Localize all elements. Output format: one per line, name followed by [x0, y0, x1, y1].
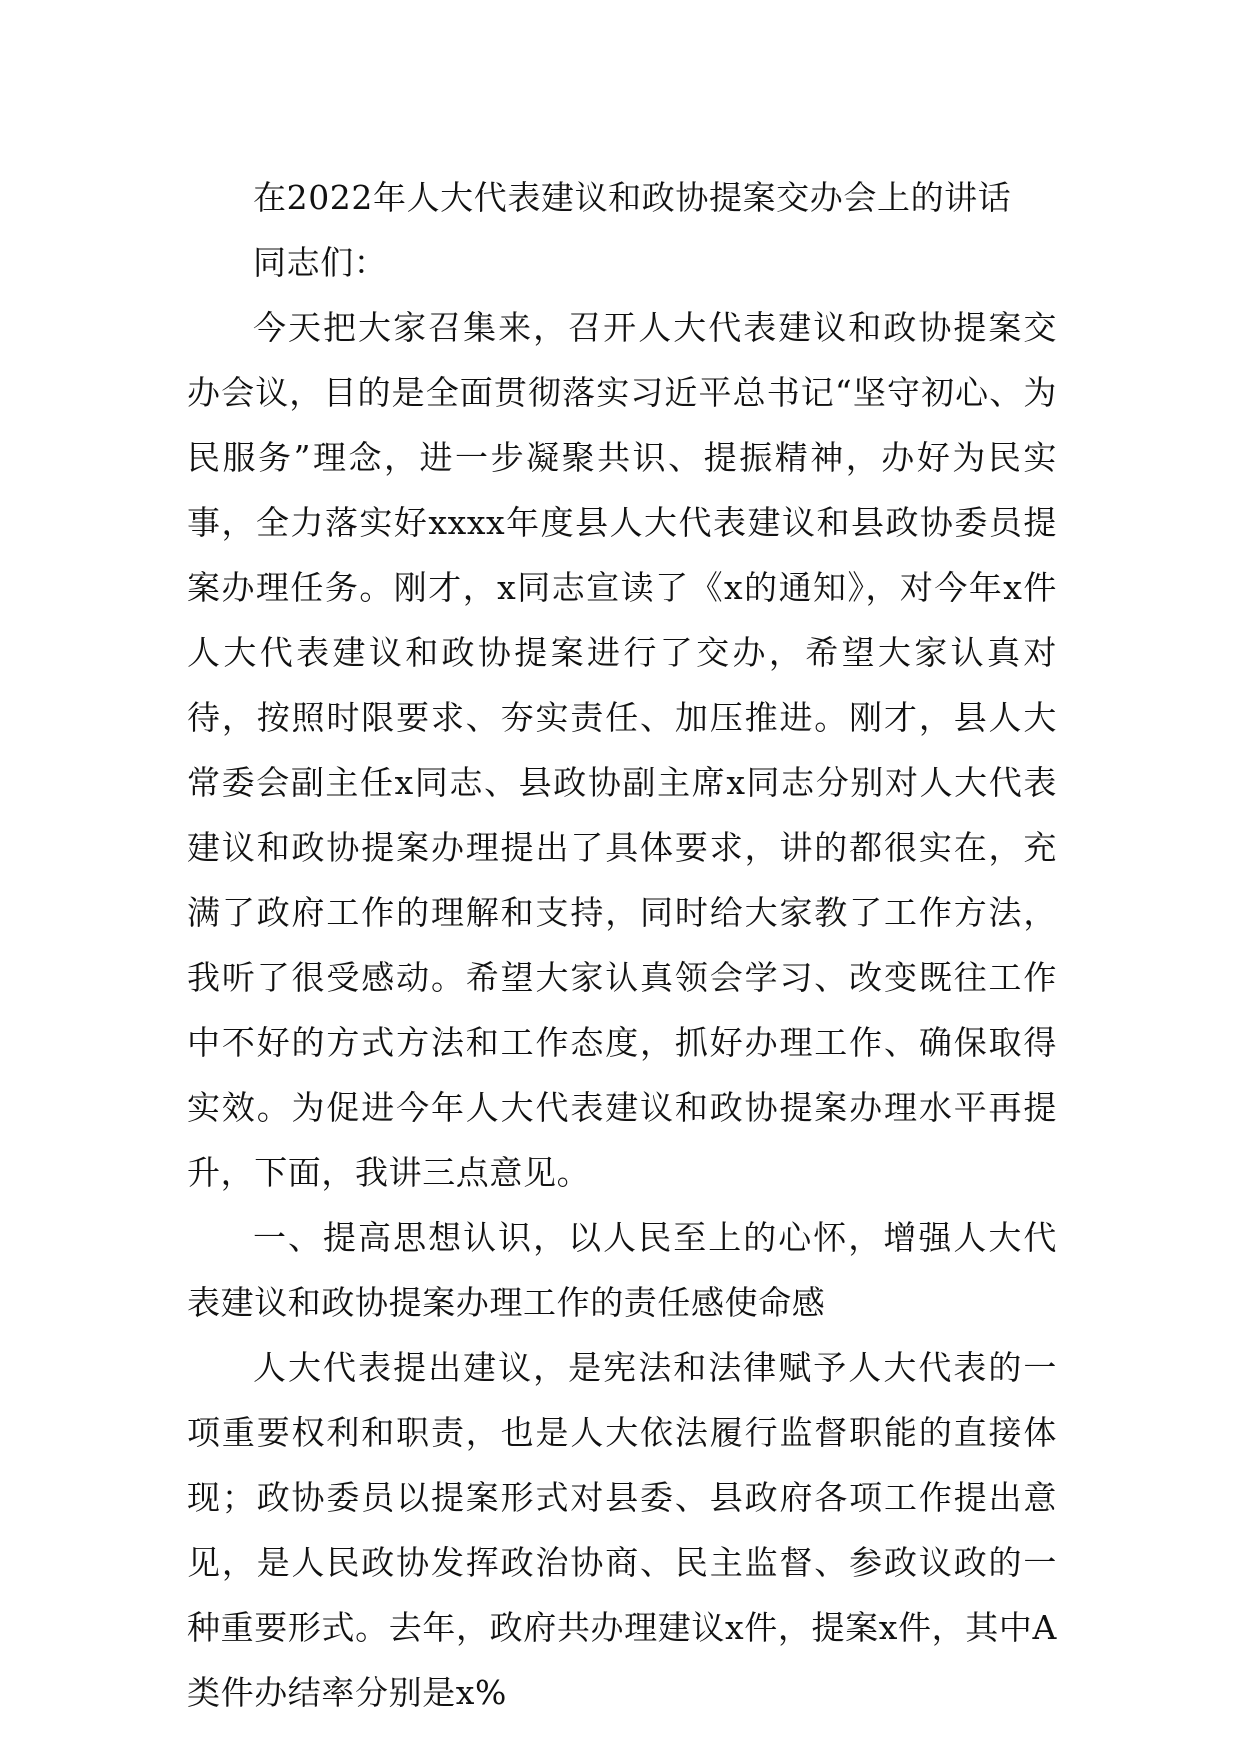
document-body — [187, 165, 1057, 1725]
section-heading-1: 一、提高思想认识，以人民至上的心怀，增强人大代表建议和政协提案办理工作的责任感使命感 — [187, 1218, 1057, 1322]
paragraph-opening: 今天把大家召集来，召开人大代表建议和政协提案交办会议，目的是全面贯彻落实习近平总书记“坚守初心、为民服务”理念，进一步凝聚共识、提振精神，办好为民实事，全力落实好xxxx年度县人大代表建议和县政协委员提案办理任务。刚才，x同志宣读了《x的通知》，对今年x件人大代表建议和政协提案进行了交办，希望大家认真对待，按照时限要求、夯实责任、加压推进。刚才，县人大常委会副主任x同志、县政协副主席x同志分别对人大代表建议和政协提案办理提出了具体要求，讲的都很实在，充满了政府工作的理解和支持，同时给大家教了工作方法，我听了很受感动。希望大家认真领会学习、改变既往工作中不好的方式方法和工作态度，抓好办理工作、确保取得实效。为促进今年人大代表建议和政协提案办理水平再提升，下面，我讲三点意见。 — [187, 308, 1057, 1192]
paragraph-section-1: 人大代表提出建议，是宪法和法律赋予人大代表的一项重要权利和职责，也是人大依法履行监督职能的直接体现；政协委员以提案形式对县委、县政府各项工作提出意见，是人民政协发挥政治协商、民主监督、参政议政的一种重要形式。去年，政府共办理建议x件，提案x件，其中A类件办结率分别是x% — [187, 1348, 1057, 1712]
document-title: 在2022年人大代表建议和政协提案交办会上的讲话 — [253, 178, 1012, 217]
salutation: 同志们： — [253, 243, 388, 282]
